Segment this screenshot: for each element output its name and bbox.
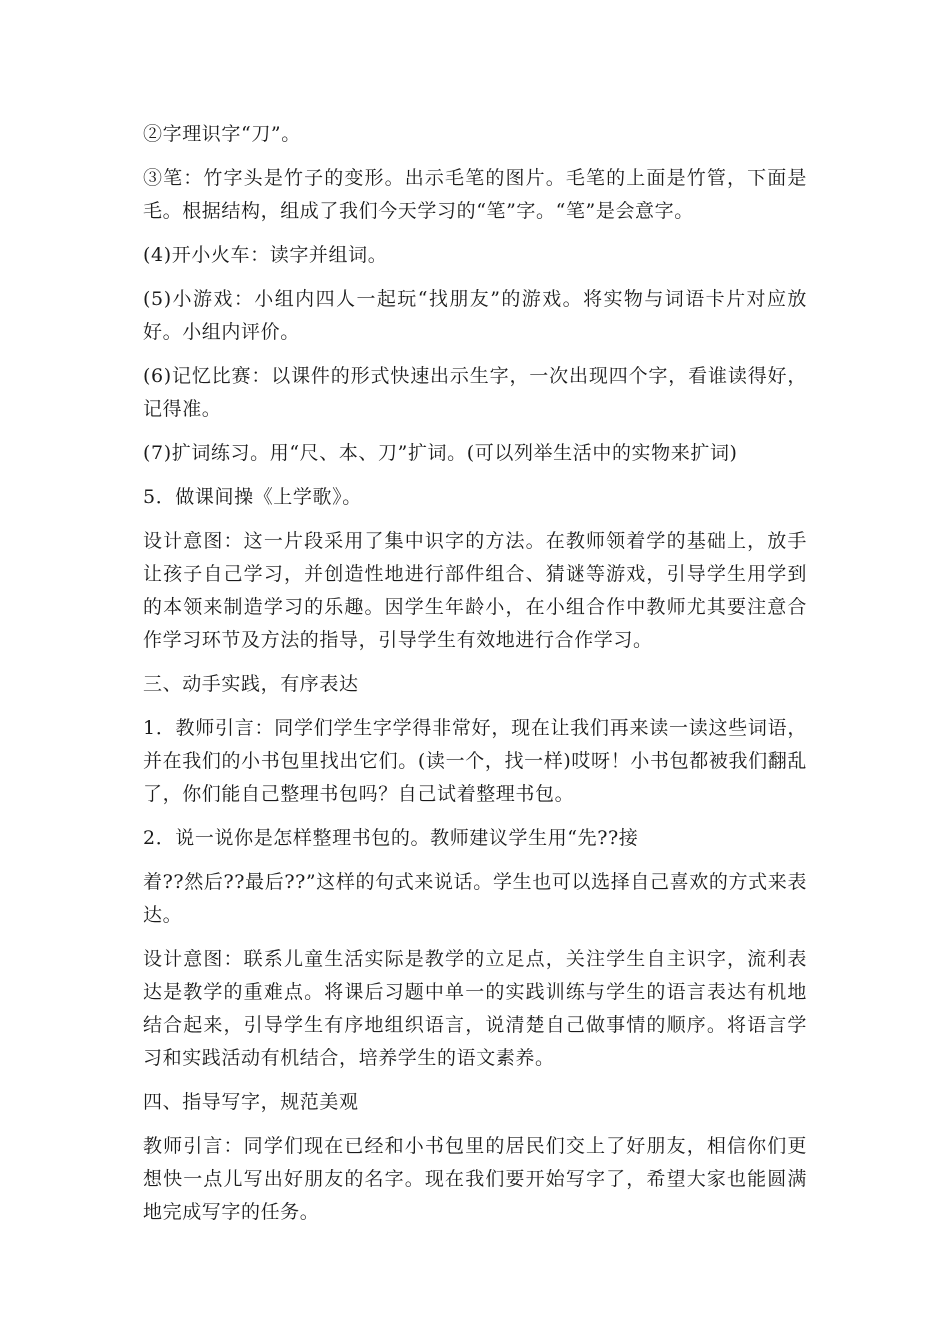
paragraph-memory-contest: (6)记忆比赛：以课件的形式快速出示生字，一次出现四个字，看谁读得好，记得准。 <box>143 365 807 420</box>
paragraph-tidy-bag: 2．说一说你是怎样整理书包的。教师建议学生用“先??接 <box>143 827 639 849</box>
paragraph-design-intent-2: 设计意图：联系儿童生活实际是教学的立足点，关注学生自主识字，流利表达是教学的重难点。将课后习题中单一的实践训练与学生的语言表达有机地结合起来，引导学生有序地组织语言，说清楚自己做事情的顺序。将语言学习和实践活动有机结合，培养学生的语文素养。 <box>143 948 807 1069</box>
paragraph-train-game: (4)开小火车：读字并组词。 <box>143 244 388 266</box>
paragraph-word-expansion: (7)扩词练习。用“尺、本、刀”扩词。(可以列举生活中的实物来扩词) <box>143 442 738 464</box>
paragraph-teacher-intro-1: 1．教师引言：同学们学生字学得非常好，现在让我们再来读一读这些词语，并在我们的小书包里找出它们。(读一个，找一样)哎呀！小书包都被我们翻乱了，你们能自己整理书包吗？自己试着整理书包。 <box>143 717 807 805</box>
paragraph-design-intent-1: 设计意图：这一片段采用了集中识字的方法。在教师领着学的基础上，放手让孩子自己学习，并创造性地进行部件组合、猜谜等游戏，引导学生用学到的本领来制造学习的乐趣。因学生年龄小，在小组合作中教师尤其要注意合作学习环节及方法的指导，引导学生有效地进行合作学习。 <box>143 530 807 651</box>
paragraph-brush-character: ③笔：竹字头是竹子的变形。出示毛笔的图片。毛笔的上面是竹管，下面是毛。根据结构，组成了我们今天学习的“笔”字。“笔”是会意字。 <box>143 167 807 222</box>
paragraph-exercise-break: 5．做课间操《上学歌》。 <box>143 486 362 508</box>
section-heading-3: 三、动手实践，有序表达 <box>143 673 359 695</box>
section-heading-4: 四、指导写字，规范美观 <box>143 1091 359 1113</box>
paragraph-find-friends-game: (5)小游戏：小组内四人一起玩“找朋友”的游戏。将实物与词语卡片对应放好。小组内评价。 <box>143 288 807 343</box>
paragraph-knife-character: ②字理识字“刀”。 <box>143 123 301 145</box>
document-body <box>143 118 807 1240</box>
paragraph-teacher-intro-2: 教师引言：同学们现在已经和小书包里的居民们交上了好朋友，相信你们更想快一点儿写出好朋友的名字。现在我们要开始写字了，希望大家也能圆满地完成写字的任务。 <box>143 1135 807 1223</box>
paragraph-sentence-pattern: 着??然后??最后??”这样的句式来说话。学生也可以选择自己喜欢的方式来表达。 <box>143 871 807 926</box>
